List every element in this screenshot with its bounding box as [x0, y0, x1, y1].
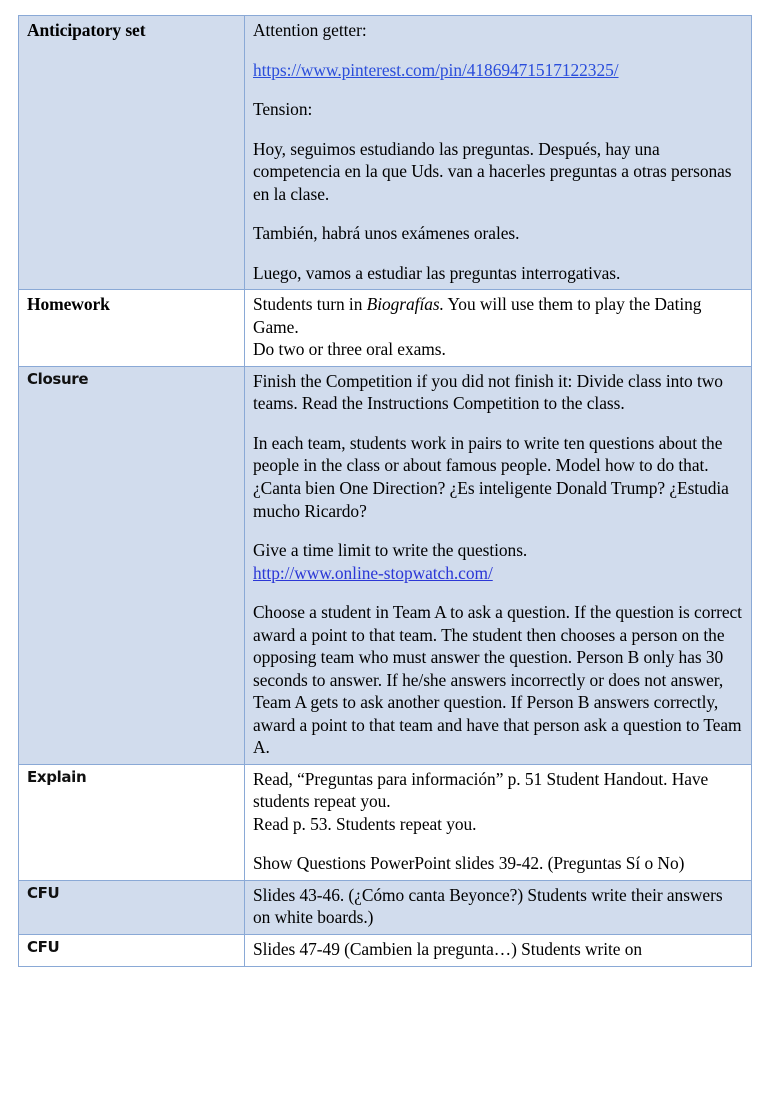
paragraph-read-handout: Read, “Preguntas para información” p. 51 Student Handout. Have students repeat you.: [253, 768, 709, 812]
paragraph-biografias: [253, 293, 744, 338]
row-label-cell: [19, 366, 245, 764]
row-label-cell: [19, 880, 245, 934]
text-biografias-italic: Biografías.: [366, 294, 444, 315]
row-label: Homework: [27, 294, 110, 315]
paragraph-show-questions: Show Questions PowerPoint slides 39-42. (Preguntas Sí o No): [253, 853, 685, 874]
row-label-cell: [19, 290, 245, 367]
table-row-closure: [19, 366, 752, 764]
paragraph-slides-47-49: Slides 47-49 (Cambien la pregunta…) Students write on: [253, 939, 643, 959]
paragraph-time-limit: Give a time limit to write the questions.: [253, 540, 528, 561]
paragraph-finish-competition: Finish the Competition if you did not finish it: Divide class into two teams. Read the Instructions Competition to the class.: [253, 370, 723, 414]
row-content: [253, 370, 744, 759]
table-row-explain: [19, 764, 752, 880]
table-row-cfu-second: [19, 935, 752, 967]
paragraph-stopwatch-link: [253, 562, 744, 585]
paragraph-hoy: Hoy, seguimos estudiando las preguntas. Después, hay una competencia en la que Uds. van a hacerles preguntas a otras personas en la clase.: [253, 138, 732, 204]
lesson-plan-table: [18, 15, 752, 967]
row-content: [253, 19, 744, 284]
row-label-cell: [19, 764, 245, 880]
paragraph-in-each-team: In each team, students work in pairs to write ten questions about the people in the class or about famous people. Model how to do that. ¿Canta bien One Direction? ¿Es inteligente Donald Trump? ¿Estudia mucho Ricardo?: [253, 432, 729, 521]
row-content: [253, 768, 744, 875]
row-label-cell: [19, 16, 245, 290]
table-row-anticipatory-set: [19, 16, 752, 290]
row-content: [253, 938, 744, 961]
row-label: Closure: [27, 369, 89, 388]
row-label-cell: [19, 935, 245, 967]
paragraph-attention-getter: Attention getter:: [253, 20, 367, 40]
text-students-turn-in: Students turn in: [253, 294, 367, 315]
paragraph-pinterest-link: [253, 59, 744, 82]
text-dating-game: You will use them to play the Dating Game.: [253, 294, 702, 337]
paragraph-tambien: También, habrá unos exámenes orales.: [253, 223, 520, 244]
row-content: [253, 884, 744, 929]
paragraph-choose-student: Choose a student in Team A to ask a question. If the question is correct award a point to that team. The student then chooses a person on the opposing team who must answer the question. Person B only has 30 seconds to answer. If he/she answers incorrectly or does not answer, Team A gets to ask another question. If Person B answers correctly, award a point to that team and have that person ask a question to Team A.: [253, 602, 742, 758]
stopwatch-link[interactable]: http://www.online-stopwatch.com/: [253, 562, 493, 583]
row-label: CFU: [27, 938, 60, 956]
row-content-cell: [245, 290, 752, 367]
pinterest-link[interactable]: https://www.pinterest.com/pin/41869471517122325/: [253, 59, 619, 80]
row-label: Explain: [27, 767, 87, 786]
row-content-cell: [245, 880, 752, 934]
paragraph-oral-exams: Do two or three oral exams.: [253, 339, 446, 360]
paragraph-luego: Luego, vamos a estudiar las preguntas interrogativas.: [253, 262, 621, 283]
row-label: CFU: [27, 883, 60, 902]
row-content-cell: [245, 16, 752, 290]
table-row-homework: [19, 290, 752, 367]
row-content-cell: [245, 764, 752, 880]
row-content: [253, 293, 744, 361]
paragraph-slides-43-46: Slides 43-46. (¿Cómo canta Beyonce?) Students write their answers on white boards.): [253, 884, 723, 928]
paragraph-read-p53: Read p. 53. Students repeat you.: [253, 813, 477, 834]
row-label: Anticipatory set: [27, 20, 146, 40]
paragraph-tension: Tension:: [253, 99, 313, 120]
row-content-cell: [245, 935, 752, 967]
table-row-cfu-first: [19, 880, 752, 934]
row-content-cell: [245, 366, 752, 764]
